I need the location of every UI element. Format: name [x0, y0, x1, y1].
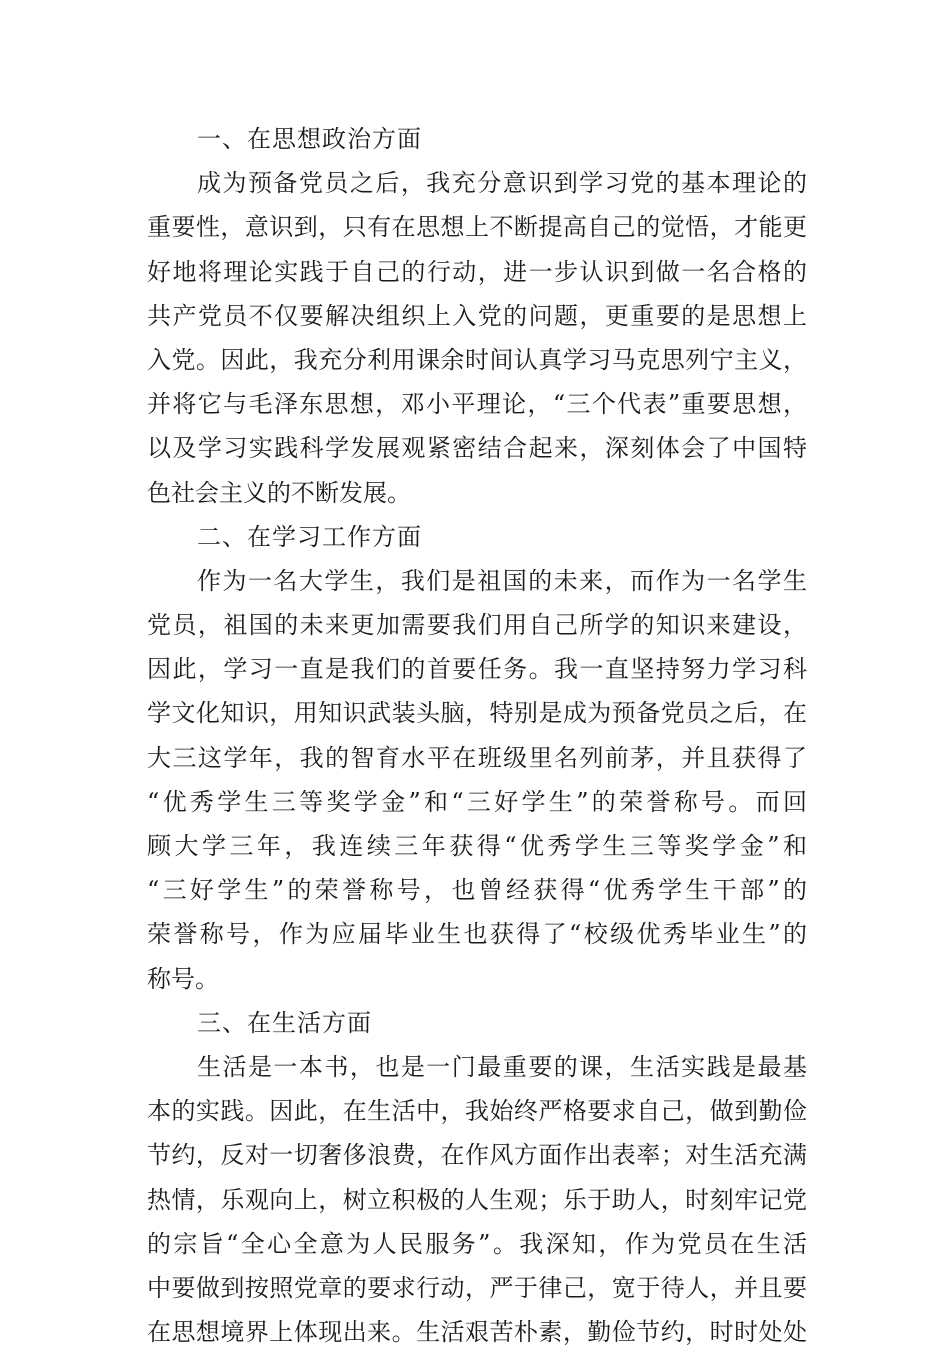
section-heading: 一、在思想政治方面 — [197, 125, 422, 153]
section-heading: 三、在生活方面 — [197, 1008, 372, 1037]
paragraph-line: 节约，反对一切奢侈浪费，在作风方面作出表率；对生活充满 — [147, 1141, 807, 1170]
paragraph-line: 好地将理论实践于自己的行动，进一步认识到做一名合格的 — [147, 257, 807, 286]
paragraph-line: 作为一名大学生，我们是祖国的未来，而作为一名学生 — [197, 566, 807, 595]
paragraph-line: 因此，学习一直是我们的首要任务。我一直坚持努力学习科 — [147, 655, 807, 684]
paragraph-line: 入党。因此，我充分利用课余时间认真学习马克思列宁主义， — [147, 345, 807, 374]
document-page — [147, 117, 807, 1354]
section-political — [147, 117, 807, 515]
paragraph-line: 成为预备党员之后，我充分意识到学习党的基本理论的 — [197, 169, 807, 198]
paragraph-line: 色社会主义的不断发展。 — [147, 478, 411, 507]
paragraph-line: 顾大学三年，我连续三年获得“优秀学生三等奖学金”和 — [147, 832, 807, 860]
paragraph-line: 并将它与毛泽东思想，邓小平理论，“三个代表”重要思想， — [147, 390, 807, 419]
paragraph-line: 共产党员不仅要解决组织上入党的问题，更重要的是思想上 — [147, 301, 807, 330]
paragraph-line: 在思想境界上体现出来。生活艰苦朴素，勤俭节约，时时处处 — [147, 1318, 807, 1347]
paragraph-line: 生活是一本书，也是一门最重要的课，生活实践是最基 — [197, 1052, 807, 1081]
section-life — [147, 1001, 807, 1354]
section-heading: 二、在学习工作方面 — [197, 522, 422, 551]
paragraph-line: 重要性，意识到，只有在思想上不断提高自己的觉悟，才能更 — [147, 213, 807, 242]
paragraph-line: 中要做到按照党章的要求行动，严于律己，宽于待人，并且要 — [147, 1273, 807, 1302]
paragraph-line: 以及学习实践科学发展观紧密结合起来，深刻体会了中国特 — [147, 434, 807, 463]
paragraph-line: 称号。 — [147, 964, 219, 993]
paragraph-line: 的宗旨“全心全意为人民服务”。我深知，作为党员在生活 — [147, 1229, 807, 1258]
section-study — [147, 515, 807, 1001]
paragraph-line: “优秀学生三等奖学金”和“三好学生”的荣誉称号。而回 — [147, 787, 807, 816]
paragraph-line: 荣誉称号，作为应届毕业生也获得了“校级优秀毕业生”的 — [147, 920, 807, 949]
paragraph-line: 党员，祖国的未来更加需要我们用自己所学的知识来建设， — [147, 611, 807, 640]
paragraph-line: 大三这学年，我的智育水平在班级里名列前茅，并且获得了 — [147, 743, 807, 772]
paragraph-line: 本的实践。因此，在生活中，我始终严格要求自己，做到勤俭 — [147, 1097, 807, 1126]
paragraph-line: 热情，乐观向上，树立积极的人生观；乐于助人，时刻牢记党 — [147, 1185, 807, 1214]
paragraph-line: 学文化知识，用知识武装头脑，特别是成为预备党员之后，在 — [147, 699, 807, 728]
paragraph-line: “三好学生”的荣誉称号，也曾经获得“优秀学生干部”的 — [147, 876, 807, 905]
